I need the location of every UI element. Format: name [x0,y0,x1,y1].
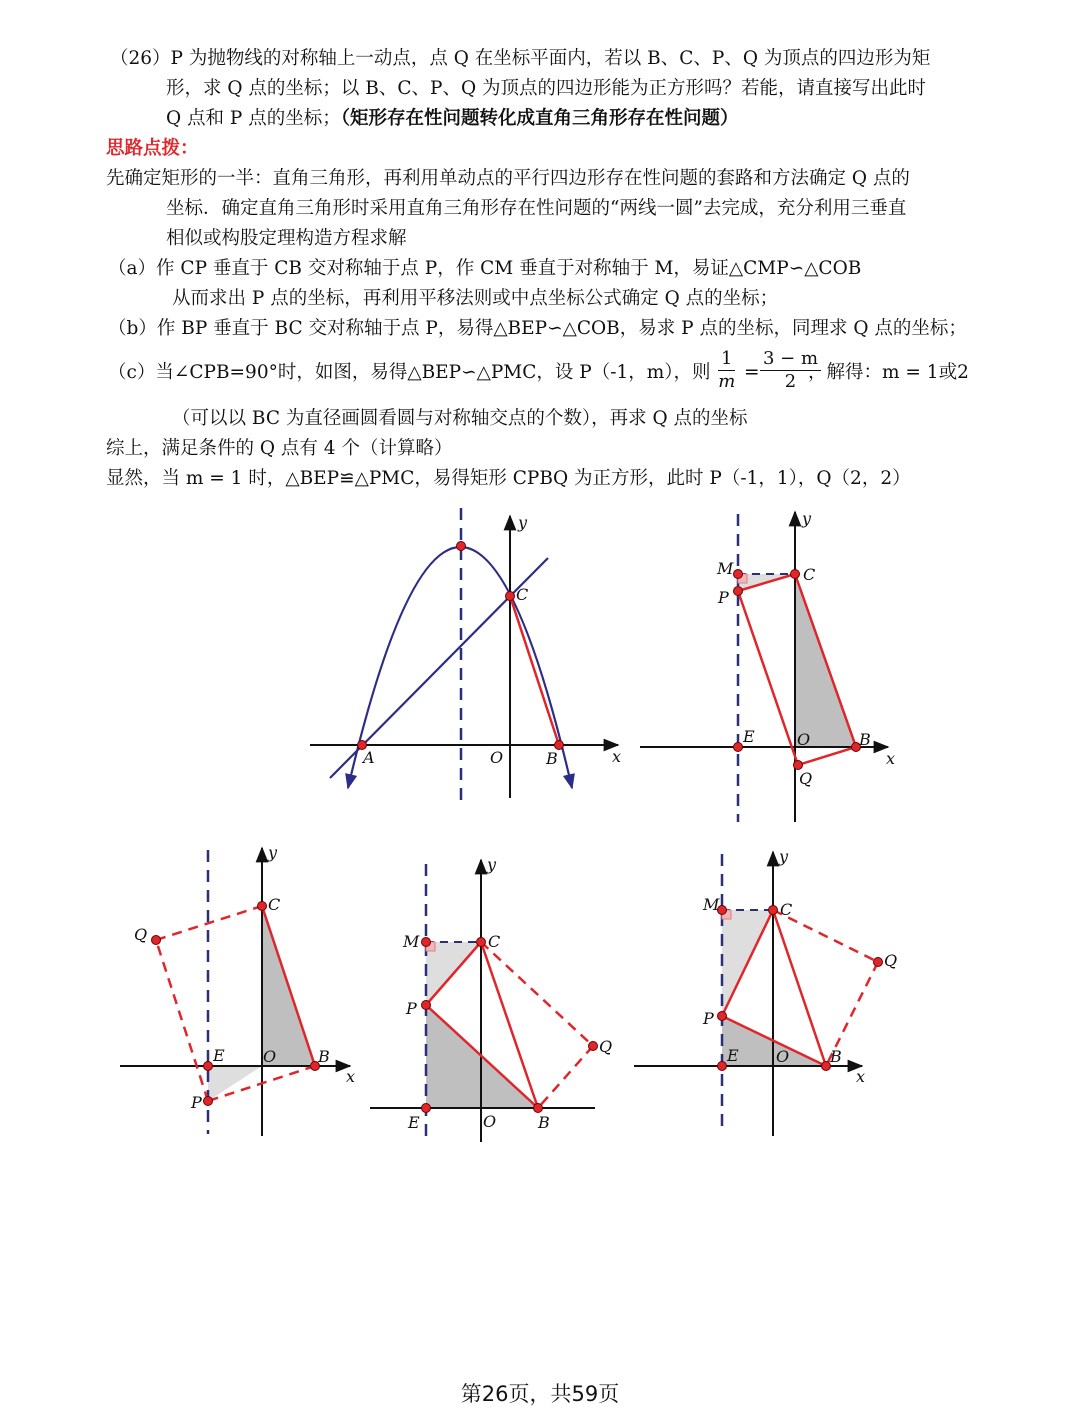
summary-line-1: 综上，满足条件的 Q 点有 4 个（计算略） [106,438,453,459]
point-B [534,1104,543,1113]
summary-line-2: 显然，当 m = 1 时，△BEP≌△PMC，易得矩形 CPBQ 为正方形，此时 P（-1，1），Q（2，2） [106,468,911,489]
label-B: B [859,730,871,749]
label-P: P [703,1009,714,1028]
point-M [422,938,431,947]
label-y: y [487,855,497,874]
problem-line-1: （26）P 为抛物线的对称轴上一动点，点 Q 在坐标平面内，若以 B、C、P、Q 为顶点的四边形为矩 [110,48,931,69]
point-E [422,1104,431,1113]
label-x: x [612,747,622,766]
label-x: x [856,1067,866,1086]
figure-4-case-c-m2 [370,855,612,1142]
point-E [204,1062,213,1071]
problem-line-3-text: Q 点和 P 点的坐标； [166,108,341,129]
hint-line-2: 坐标．确定直角三角形时采用直角三角形存在性问题的“两线一圆”去完成，充分利用三垂直 [166,198,907,219]
label-O: O [483,1112,497,1131]
label-C: C [488,932,501,951]
figure-5-case-c-m1 [634,847,897,1136]
case-c-line-1a: （c）当∠CPB=90°时，如图，易得△BEP∽△PMC，设 P（-1，m），则 [108,362,711,383]
point-P [204,1097,213,1106]
problem-line-2: 形，求 Q 点的坐标；以 B、C、P、Q 为顶点的四边形能为正方形吗？若能，请直接写出此时 [166,78,927,99]
label-B: B [830,1047,842,1066]
label-E: E [743,727,755,746]
label-O: O [263,1047,277,1066]
point-Q [589,1042,598,1051]
case-c-line-1b: ，解得：m = 1或2 [808,362,969,383]
label-E: E [727,1046,739,1065]
hint-line-1: 先确定矩形的一半：直角三角形，再利用单动点的平行四边形存在性问题的套路和方法确定 Q 点的 [106,168,910,189]
point-C [477,938,486,947]
label-M: M [403,932,420,951]
case-b-line-1: （b）作 BP 垂直于 BC 交对称轴于点 P，易得△BEP∽△COB，易求 P 点的坐标，同理求 Q 点的坐标； [108,318,967,339]
label-O: O [490,748,504,767]
fraction-2-numerator: 3 − m [760,348,821,371]
label-y: y [779,847,789,866]
fraction-1-numerator: 1 [718,348,735,371]
point-P [718,1012,727,1021]
point-C [769,906,778,915]
point-Q [152,936,161,945]
label-B: B [538,1113,550,1132]
label-Q: Q [884,951,898,970]
label-E: E [213,1046,225,1065]
label-A: A [363,748,375,767]
label-Q: Q [799,769,813,788]
label-x: x [886,749,896,768]
case-a-line-1: （a）作 CP 垂直于 CB 交对称轴于点 P，作 CM 垂直于对称轴于 M，易证△CMP∽△COB [108,258,862,279]
label-P: P [406,999,417,1018]
label-C: C [268,895,281,914]
label-M: M [703,895,720,914]
problem-emphasis: （矩形存在性问题转化成直角三角形存在性问题） [340,108,739,129]
point-C [791,570,800,579]
point-E [734,743,743,752]
label-P: P [718,588,729,607]
label-y: y [268,843,278,862]
label-Q: Q [599,1037,613,1056]
point-C [506,592,515,601]
figure-3-case-b [120,843,355,1136]
segment-CB [510,596,559,745]
fraction-1-denominator: m [718,371,736,392]
equals-sign: = [744,362,760,383]
label-Q: Q [134,925,148,944]
label-O: O [797,730,811,749]
label-P: P [191,1093,202,1112]
figure-2-case-a [640,509,895,822]
figure-1-parabola [310,508,621,804]
label-C: C [780,900,793,919]
label-B: B [318,1047,330,1066]
point-M [734,570,743,579]
label-x: x [346,1067,356,1086]
vertex-point [457,542,466,551]
point-P [734,587,743,596]
label-E: E [408,1113,420,1132]
hint-line-3: 相似或构股定理构造方程求解 [166,228,407,249]
point-E [718,1062,727,1071]
page-footer: 第26页，共59页 [460,1382,620,1406]
label-C: C [516,585,529,604]
case-c-line-2: （可以以 BC 为直径画圆看圆与对称轴交点的个数），再求 Q 点的坐标 [172,408,748,429]
label-y: y [518,513,528,532]
label-y: y [802,509,812,528]
point-C [258,902,267,911]
hint-heading: 思路点拨： [106,138,199,159]
fraction-2-denominator: 2 [784,371,797,392]
point-Q [874,958,883,967]
case-a-line-2: 从而求出 P 点的坐标，再利用平移法则或中点坐标公式确定 Q 点的坐标； [172,288,779,309]
label-B: B [546,749,558,768]
label-M: M [717,559,734,578]
label-O: O [776,1047,790,1066]
point-P [422,1001,431,1010]
label-C: C [803,565,816,584]
